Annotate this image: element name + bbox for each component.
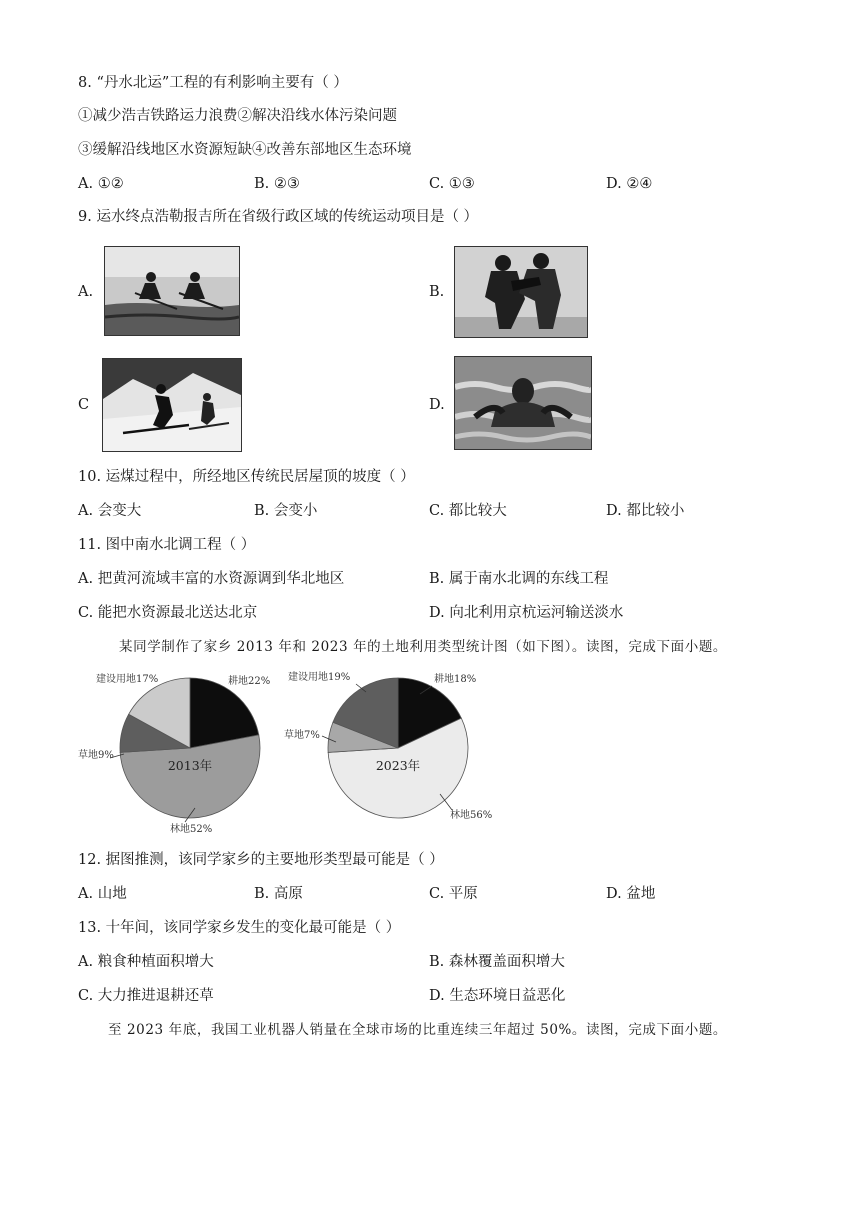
pie-slice-label: 建设用地17% [96,674,159,685]
q11-option-b: B. 属于南水北调的东线工程 [429,571,609,587]
wrestling-photo [454,246,588,338]
skiing-photo [102,358,242,452]
q10-option-b: B. 会变小 [254,503,318,519]
q12-stem: 12. 据图推测，该同学家乡的主要地形类型最可能是（ ） [78,852,444,868]
q9-option-b-label: B. [429,284,445,300]
q11-option-a: A. 把黄河流域丰富的水资源调到华北地区 [78,571,345,587]
q8-option-a: A. ①② [78,176,124,192]
q8-option-b: B. ②③ [254,176,300,192]
intro-land-use: 某同学制作了家乡 2013 年和 2023 年的土地利用类型统计图（如下图）。读图，完成下面小题。 [119,639,728,655]
pie-chart-2013 [70,662,280,842]
pie-slice-label: 建设用地19% [288,672,351,683]
q9-option-d-label: D. [429,397,445,413]
q8-statement-line2: ③缓解沿线地区水资源短缺④改善东部地区生态环境 [78,142,412,158]
rowing-photo [104,246,240,336]
q9-option-c-label: C [78,397,90,413]
q12-option-c: C. 平原 [429,886,478,902]
q13-option-b: B. 森林覆盖面积增大 [429,954,565,970]
q13-stem: 13. 十年间，该同学家乡发生的变化最可能是（ ） [78,920,401,936]
pie-slice-label: 耕地18% [434,674,477,685]
q9-stem: 9. 运水终点浩勒报吉所在省级行政区域的传统运动项目是（ ） [78,209,479,225]
q11-option-d: D. 向北利用京杭运河输送淡水 [429,605,624,621]
q8-statement-line1: ①减少浩吉铁路运力浪费②解决沿线水体污染问题 [78,108,397,124]
q11-option-c: C. 能把水资源最北送达北京 [78,605,258,621]
pie-slice-label: 草地7% [284,730,320,741]
pie-slice-label: 草地9% [78,750,114,761]
q12-option-b: B. 高原 [254,886,303,902]
pie-slice-label: 林地52% [170,824,213,835]
intro-industrial-robots: 至 2023 年底，我国工业机器人销量在全球市场的比重连续三年超过 50%。读图，完成下面小题。 [108,1022,728,1038]
q8-stem: 8. “丹水北运”工程的有利影响主要有（ ） [78,75,348,91]
pie-slice-label: 耕地22% [228,676,271,687]
q8-option-c: C. ①③ [429,176,475,192]
q10-option-d: D. 都比较小 [606,503,685,519]
pie-chart-2023 [280,662,510,842]
q13-option-a: A. 粮食种植面积增大 [78,954,214,970]
q13-option-d: D. 生态环境日益恶化 [429,988,566,1004]
pie-slice-label: 林地56% [450,810,493,821]
q9-option-a-label: A. [78,284,94,300]
q8-option-d: D. ②④ [606,176,653,192]
swimming-photo [454,356,592,450]
pie-year-label: 2023年 [375,758,421,773]
q10-option-c: C. 都比较大 [429,503,507,519]
q10-option-a: A. 会变大 [78,503,142,519]
q11-stem: 11. 图中南水北调工程（ ） [78,537,256,553]
pie-year-label: 2013年 [167,758,213,773]
q12-option-d: D. 盆地 [606,886,656,902]
q10-stem: 10. 运煤过程中，所经地区传统民居屋顶的坡度（ ） [78,469,415,485]
q13-option-c: C. 大力推进退耕还草 [78,988,214,1004]
q12-option-a: A. 山地 [78,886,127,902]
